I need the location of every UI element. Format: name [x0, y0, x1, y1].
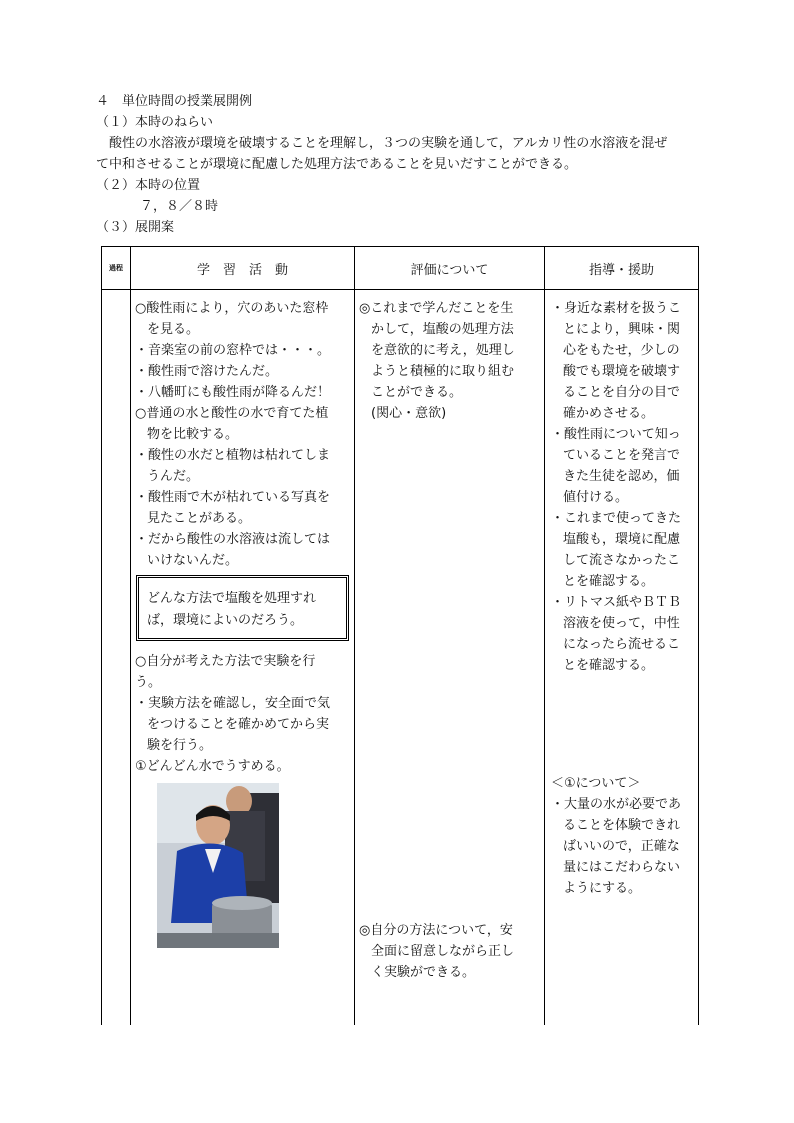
activity-line: ・だから酸性の水溶液は流しては	[135, 532, 331, 547]
key-question-line-1: どんな方法で塩酸を処理すれ	[147, 591, 317, 606]
student-experiment-photo	[157, 783, 279, 948]
activity-line: ○普通の水と酸性の水で育てた植	[135, 406, 329, 421]
evaluation-line: (関心・意欲)	[371, 406, 447, 421]
evaluation-line: ことができる。	[371, 385, 463, 400]
guidance-line: とを確認する。	[563, 658, 655, 673]
header-guidance: 指導・援助	[588, 262, 654, 278]
activity-list-1	[135, 298, 330, 571]
evaluation-block-2	[359, 920, 514, 983]
evaluation-line: く実験ができる。	[371, 965, 476, 980]
guidance-line: ることを体験できれ	[563, 818, 681, 833]
header-activity: 学 習 活 動	[196, 262, 288, 278]
activity-line: をつけることを確かめてから実	[147, 717, 330, 732]
activity-list-2	[135, 651, 330, 777]
guidance-block-1	[551, 298, 681, 676]
guidance-line: 確かめさせる。	[563, 406, 655, 421]
key-question-box	[136, 575, 349, 641]
guidance-block-2	[551, 773, 681, 899]
activity-line: ○酸性雨により，穴のあいた窓枠	[135, 301, 329, 316]
guidance-line: ＜①について＞	[551, 776, 641, 791]
column-divider	[354, 247, 355, 1025]
guidance-line: になったら流せるこ	[563, 637, 681, 652]
aim-text-line-1: 酸性の水溶液が環境を破壊することを理解し，３つの実験を通して，アルカリ性の水溶液を混ぜ	[96, 136, 668, 151]
guidance-line: ようにする。	[563, 881, 642, 896]
position-value: ７，８／８時	[140, 199, 219, 214]
guidance-line: して流さなかったこ	[563, 553, 681, 568]
evaluation-line: を意欲的に考え，処理し	[371, 343, 515, 358]
activity-line: う。	[135, 675, 162, 690]
activity-line: 見たことがある。	[147, 511, 252, 526]
guidance-line: とを確認する。	[563, 574, 655, 589]
plan-title: （３）展開案	[96, 220, 175, 235]
header-phase-label: 過程	[109, 264, 123, 272]
photo-illustration	[157, 783, 279, 948]
activity-line: ・実験方法を確認し，安全面で気	[135, 696, 331, 711]
activity-line: ・酸性雨で溶けたんだ。	[135, 364, 279, 379]
aim-text-line-2: て中和させることが環境に配慮した処理方法であることを見いだすことができる。	[96, 157, 578, 172]
guidance-line: 量にはこだわらない	[563, 860, 681, 875]
guidance-line: ・身近な素材を扱うこ	[551, 301, 682, 316]
guidance-line: 酸でも環境を破壊す	[563, 364, 681, 379]
activity-line: ・酸性の水だと植物は枯れてしま	[135, 448, 331, 463]
section-heading: ４ 単位時間の授業展開例	[96, 94, 253, 109]
column-divider	[130, 247, 131, 1025]
guidance-line: ていることを発言で	[563, 448, 681, 463]
column-divider	[544, 247, 545, 1025]
activity-line: いけないんだ。	[147, 553, 239, 568]
guidance-line: とにより，興味・関	[563, 322, 681, 337]
activity-line: ・八幡町にも酸性雨が降るんだ！	[135, 385, 331, 400]
evaluation-line: かして，塩酸の処理方法	[371, 322, 514, 337]
position-title: （２）本時の位置	[96, 178, 201, 193]
guidance-line: ばいいので，正確な	[563, 839, 680, 854]
activity-line: ・音楽室の前の窓枠では・・・。	[135, 343, 331, 358]
activity-line: うんだ。	[147, 469, 200, 484]
activity-line: ①どんどん水でうすめる。	[135, 759, 290, 774]
guidance-line: ・大量の水が必要であ	[551, 797, 682, 812]
key-question-line-2: ば，環境によいのだろう。	[147, 613, 304, 628]
activity-line: ・酸性雨で木が枯れている写真を	[135, 490, 331, 505]
activity-line: を見る。	[147, 322, 200, 337]
guidance-line: ・これまで使ってきた	[551, 511, 682, 526]
activity-line: 験を行う。	[147, 738, 213, 753]
guidance-line: 値付ける。	[563, 490, 629, 505]
header-divider	[102, 289, 698, 290]
guidance-line: ・酸性雨について知っ	[551, 427, 681, 442]
activity-line: ○自分が考えた方法で実験を行	[135, 654, 316, 669]
guidance-line: きた生徒を認め，価	[563, 469, 680, 484]
guidance-line: ・リトマス紙やＢＴＢ	[551, 595, 682, 610]
guidance-line: 心をもたせ，少しの	[563, 343, 680, 358]
activity-line: 物を比較する。	[147, 427, 239, 442]
evaluation-line: ◎自分の方法について，安	[359, 923, 513, 938]
evaluation-line: ◎これまで学んだことを生	[359, 301, 514, 316]
evaluation-line: ようと積極的に取り組む	[371, 364, 515, 379]
evaluation-block-1	[359, 298, 515, 424]
header-evaluation: 評価について	[410, 262, 489, 278]
aim-title: （１）本時のねらい	[96, 115, 214, 130]
guidance-line: 溶液を使って，中性	[563, 616, 680, 631]
guidance-line: ることを自分の目で	[563, 385, 681, 400]
evaluation-line: 全面に留意しながら正し	[371, 944, 515, 959]
header-phase	[102, 247, 130, 289]
guidance-line: 塩酸も，環境に配慮	[563, 532, 681, 547]
